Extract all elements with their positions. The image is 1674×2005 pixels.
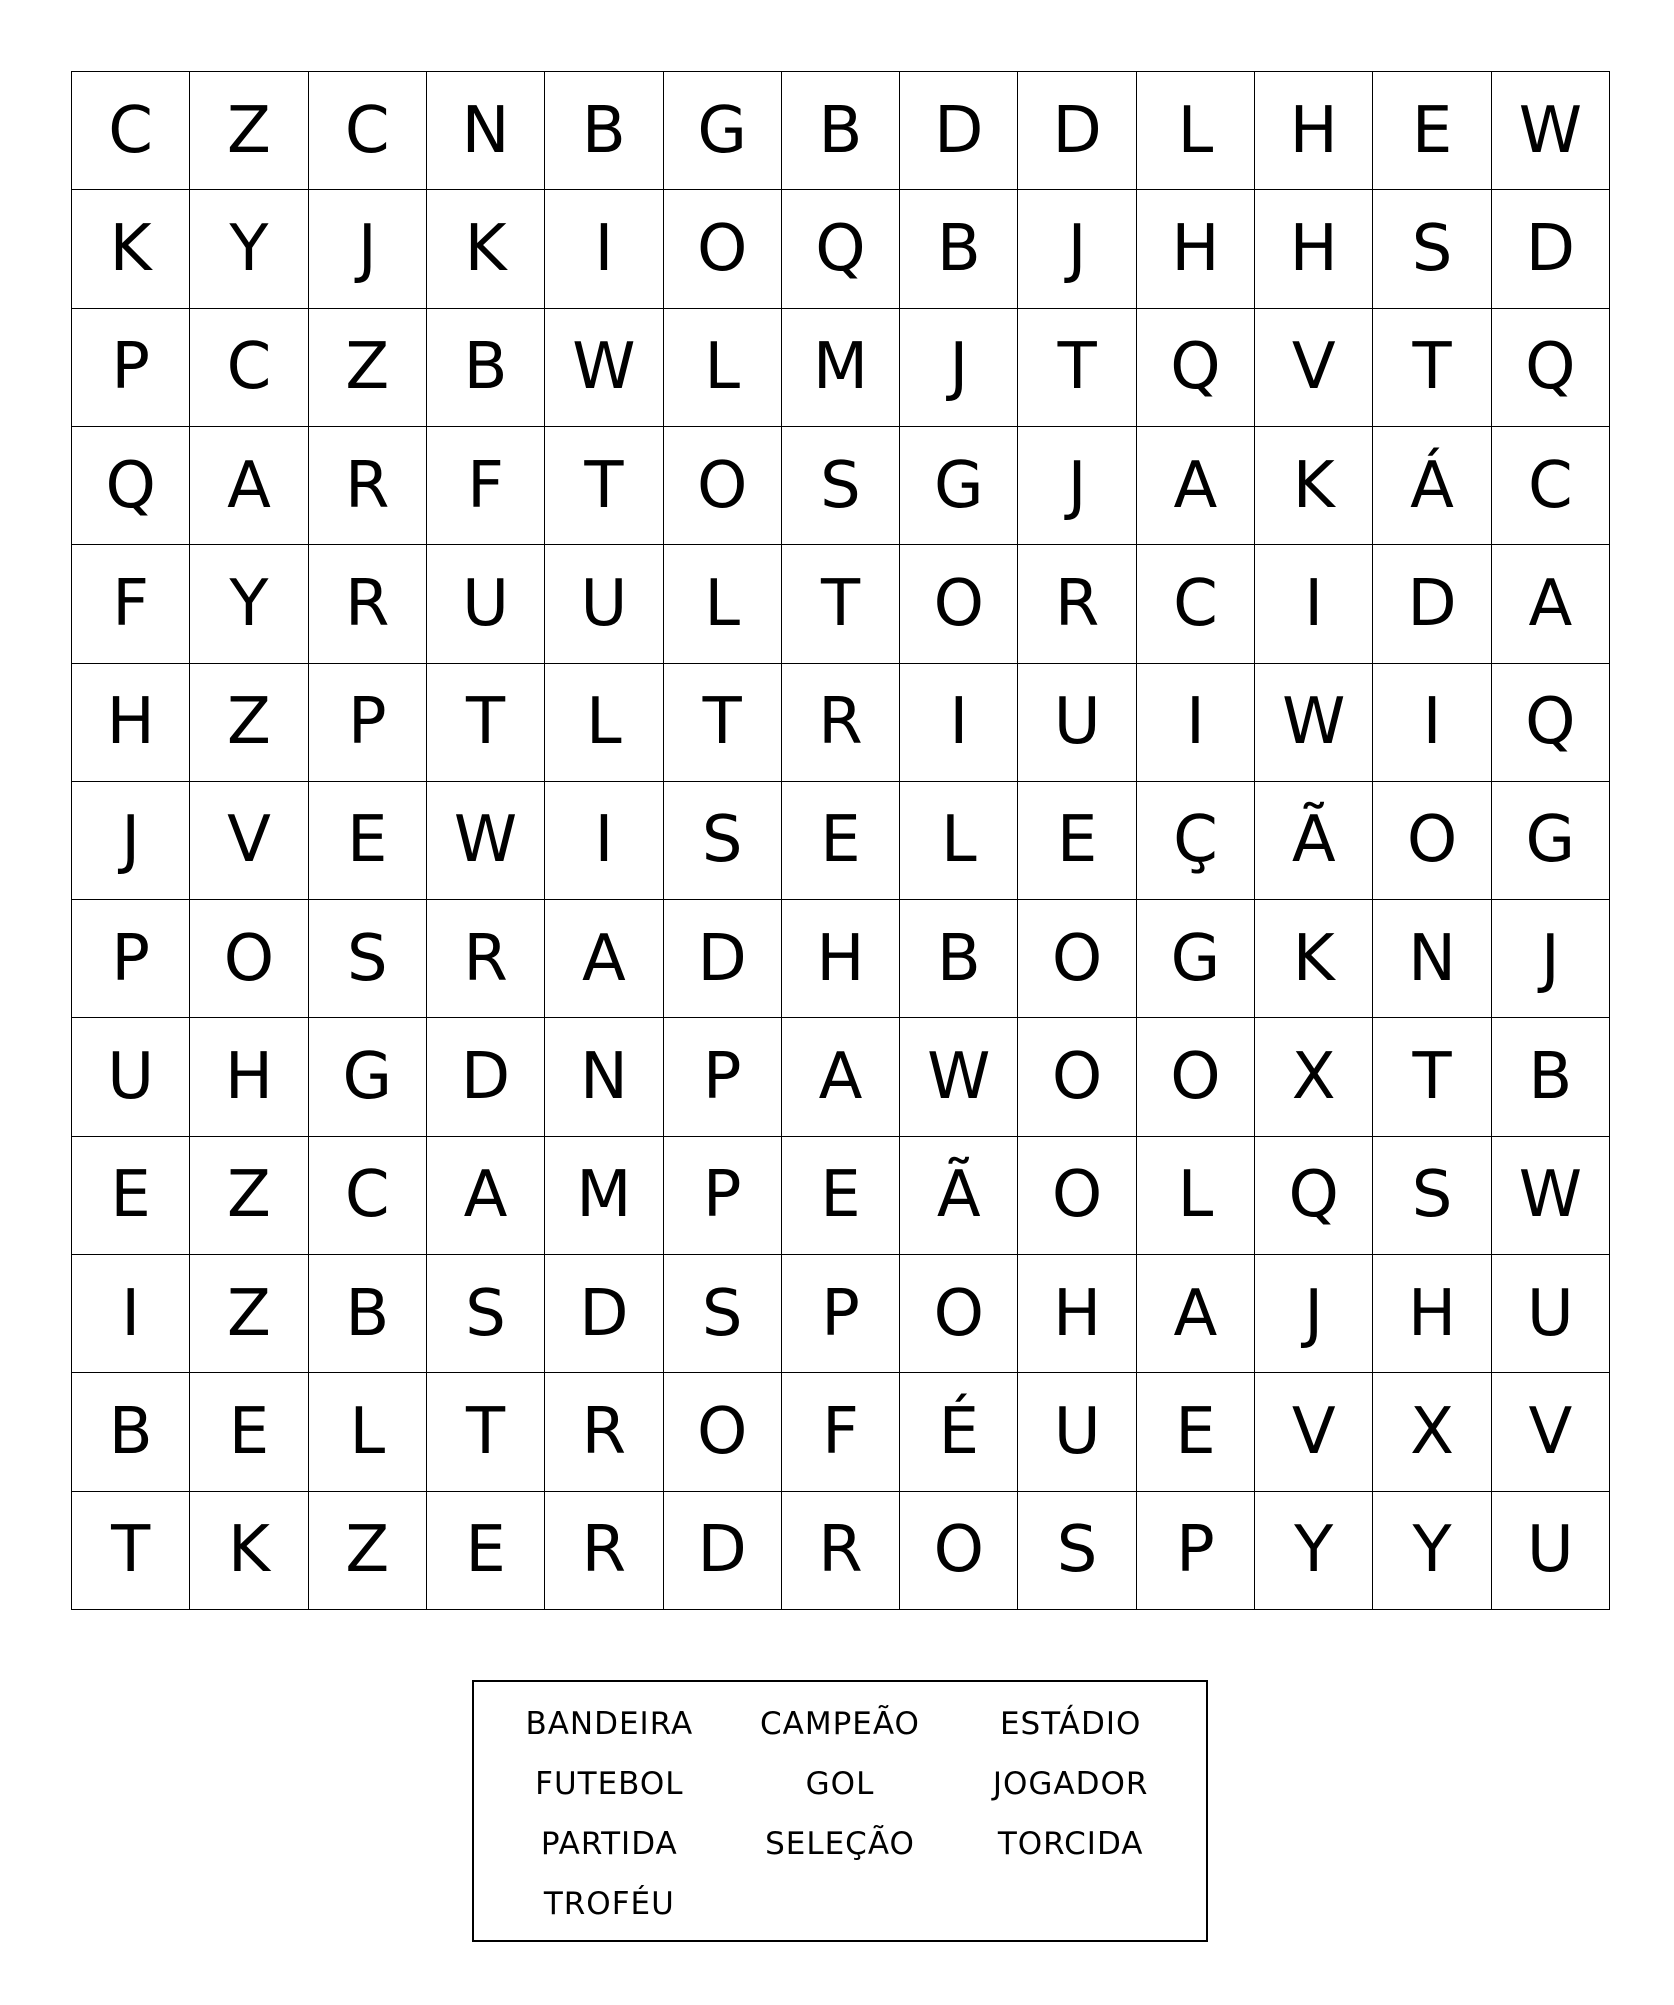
grid-cell-r1-c7[interactable]: B: [782, 72, 900, 190]
word-bank-item: TORCIDA: [997, 1826, 1144, 1862]
grid-cell-r11-c4[interactable]: S: [427, 1255, 545, 1373]
grid-cell-r1-c11[interactable]: H: [1255, 72, 1373, 190]
grid-cell-r5-c12[interactable]: D: [1373, 545, 1491, 663]
grid-cell-r11-c13[interactable]: U: [1492, 1255, 1610, 1373]
grid-cell-r7-c4[interactable]: W: [427, 782, 545, 900]
grid-cell-r10-c13[interactable]: W: [1492, 1137, 1610, 1255]
grid-cell-r1-c5[interactable]: B: [545, 72, 663, 190]
grid-cell-r7-c10[interactable]: Ç: [1137, 782, 1255, 900]
grid-cell-r6-c2[interactable]: Z: [190, 664, 308, 782]
grid-cell-r7-c5[interactable]: I: [545, 782, 663, 900]
grid-cell-r7-c6[interactable]: S: [664, 782, 782, 900]
grid-cell-r9-c6[interactable]: P: [664, 1018, 782, 1136]
grid-cell-r5-c5[interactable]: U: [545, 545, 663, 663]
grid-cell-r11-c3[interactable]: B: [309, 1255, 427, 1373]
grid-cell-r8-c7[interactable]: H: [782, 900, 900, 1018]
grid-cell-r9-c3[interactable]: G: [309, 1018, 427, 1136]
grid-cell-r10-c7[interactable]: E: [782, 1137, 900, 1255]
grid-cell-r4-c5[interactable]: T: [545, 427, 663, 545]
grid-cell-r2-c13[interactable]: D: [1492, 190, 1610, 308]
grid-cell-r8-c12[interactable]: N: [1373, 900, 1491, 1018]
grid-cell-r5-c8[interactable]: O: [900, 545, 1018, 663]
word-bank: [472, 1680, 1208, 1942]
grid-cell-r5-c4[interactable]: U: [427, 545, 545, 663]
grid-cell-r11-c12[interactable]: H: [1373, 1255, 1491, 1373]
grid-cell-r12-c5[interactable]: R: [545, 1373, 663, 1491]
grid-cell-r11-c2[interactable]: Z: [190, 1255, 308, 1373]
grid-cell-r5-c10[interactable]: C: [1137, 545, 1255, 663]
grid-cell-r3-c1[interactable]: P: [72, 309, 190, 427]
grid-cell-r6-c7[interactable]: R: [782, 664, 900, 782]
grid-cell-r10-c11[interactable]: Q: [1255, 1137, 1373, 1255]
grid-cell-r4-c9[interactable]: J: [1018, 427, 1136, 545]
grid-cell-r1-c8[interactable]: D: [900, 72, 1018, 190]
grid-cell-r13-c12[interactable]: Y: [1373, 1492, 1491, 1610]
grid-cell-r12-c12[interactable]: X: [1373, 1373, 1491, 1491]
grid-cell-r6-c12[interactable]: I: [1373, 664, 1491, 782]
word-bank-item: FUTEBOL: [535, 1766, 684, 1802]
grid-cell-r11-c5[interactable]: D: [545, 1255, 663, 1373]
word-bank-item: BANDEIRA: [525, 1706, 694, 1742]
grid-cell-r8-c6[interactable]: D: [664, 900, 782, 1018]
grid-cell-r4-c7[interactable]: S: [782, 427, 900, 545]
grid-cell-r13-c10[interactable]: P: [1137, 1492, 1255, 1610]
grid-cell-r9-c4[interactable]: D: [427, 1018, 545, 1136]
grid-cell-r13-c11[interactable]: Y: [1255, 1492, 1373, 1610]
grid-cell-r10-c10[interactable]: L: [1137, 1137, 1255, 1255]
grid-cell-r6-c8[interactable]: I: [900, 664, 1018, 782]
grid-cell-r8-c13[interactable]: J: [1492, 900, 1610, 1018]
grid-cell-r11-c7[interactable]: P: [782, 1255, 900, 1373]
grid-cell-r8-c5[interactable]: A: [545, 900, 663, 1018]
grid-cell-r12-c3[interactable]: L: [309, 1373, 427, 1491]
grid-cell-r2-c11[interactable]: H: [1255, 190, 1373, 308]
grid-cell-r7-c13[interactable]: G: [1492, 782, 1610, 900]
grid-cell-r8-c2[interactable]: O: [190, 900, 308, 1018]
grid-cell-r10-c1[interactable]: E: [72, 1137, 190, 1255]
grid-cell-r6-c3[interactable]: P: [309, 664, 427, 782]
grid-cell-r4-c6[interactable]: O: [664, 427, 782, 545]
grid-cell-r3-c11[interactable]: V: [1255, 309, 1373, 427]
grid-cell-r9-c2[interactable]: H: [190, 1018, 308, 1136]
grid-cell-r10-c9[interactable]: O: [1018, 1137, 1136, 1255]
grid-cell-r4-c12[interactable]: Á: [1373, 427, 1491, 545]
grid-cell-r5-c3[interactable]: R: [309, 545, 427, 663]
grid-cell-r13-c7[interactable]: R: [782, 1492, 900, 1610]
grid-cell-r2-c6[interactable]: O: [664, 190, 782, 308]
grid-cell-r9-c7[interactable]: A: [782, 1018, 900, 1136]
grid-cell-r13-c2[interactable]: K: [190, 1492, 308, 1610]
word-bank-item: JOGADOR: [992, 1766, 1149, 1802]
grid-cell-r3-c13[interactable]: Q: [1492, 309, 1610, 427]
grid-cell-r4-c2[interactable]: A: [190, 427, 308, 545]
grid-cell-r8-c4[interactable]: R: [427, 900, 545, 1018]
grid-cell-r12-c1[interactable]: B: [72, 1373, 190, 1491]
grid-cell-r8-c8[interactable]: B: [900, 900, 1018, 1018]
grid-cell-r1-c1[interactable]: C: [72, 72, 190, 190]
grid-cell-r13-c6[interactable]: D: [664, 1492, 782, 1610]
grid-cell-r7-c8[interactable]: L: [900, 782, 1018, 900]
grid-cell-r1-c10[interactable]: L: [1137, 72, 1255, 190]
grid-cell-r12-c6[interactable]: O: [664, 1373, 782, 1491]
grid-cell-r4-c4[interactable]: F: [427, 427, 545, 545]
grid-cell-r7-c2[interactable]: V: [190, 782, 308, 900]
grid-cell-r11-c6[interactable]: S: [664, 1255, 782, 1373]
grid-cell-r5-c1[interactable]: F: [72, 545, 190, 663]
grid-cell-r11-c8[interactable]: O: [900, 1255, 1018, 1373]
grid-cell-r4-c8[interactable]: G: [900, 427, 1018, 545]
grid-cell-r1-c2[interactable]: Z: [190, 72, 308, 190]
grid-cell-r11-c9[interactable]: H: [1018, 1255, 1136, 1373]
word-bank-item: TROFÉU: [543, 1886, 675, 1922]
grid-cell-r13-c4[interactable]: E: [427, 1492, 545, 1610]
grid-cell-r3-c10[interactable]: Q: [1137, 309, 1255, 427]
grid-cell-r6-c5[interactable]: L: [545, 664, 663, 782]
grid-cell-r2-c2[interactable]: Y: [190, 190, 308, 308]
grid-cell-r10-c4[interactable]: A: [427, 1137, 545, 1255]
grid-cell-r5-c6[interactable]: L: [664, 545, 782, 663]
grid-cell-r10-c12[interactable]: S: [1373, 1137, 1491, 1255]
grid-cell-r12-c13[interactable]: V: [1492, 1373, 1610, 1491]
grid-cell-r2-c5[interactable]: I: [545, 190, 663, 308]
grid-cell-r9-c1[interactable]: U: [72, 1018, 190, 1136]
grid-cell-r13-c8[interactable]: O: [900, 1492, 1018, 1610]
grid-cell-r10-c5[interactable]: M: [545, 1137, 663, 1255]
grid-cell-r10-c6[interactable]: P: [664, 1137, 782, 1255]
grid-cell-r2-c3[interactable]: J: [309, 190, 427, 308]
grid-cell-r11-c11[interactable]: J: [1255, 1255, 1373, 1373]
grid-cell-r3-c12[interactable]: T: [1373, 309, 1491, 427]
grid-cell-r2-c4[interactable]: K: [427, 190, 545, 308]
grid-cell-r8-c10[interactable]: G: [1137, 900, 1255, 1018]
grid-cell-r7-c3[interactable]: E: [309, 782, 427, 900]
grid-cell-r10-c2[interactable]: Z: [190, 1137, 308, 1255]
grid-cell-r1-c3[interactable]: C: [309, 72, 427, 190]
grid-cell-r10-c8[interactable]: Ã: [900, 1137, 1018, 1255]
grid-cell-r9-c5[interactable]: N: [545, 1018, 663, 1136]
grid-cell-r2-c1[interactable]: K: [72, 190, 190, 308]
grid-cell-r8-c1[interactable]: P: [72, 900, 190, 1018]
grid-cell-r5-c2[interactable]: Y: [190, 545, 308, 663]
grid-cell-r13-c13[interactable]: U: [1492, 1492, 1610, 1610]
grid-cell-r4-c13[interactable]: C: [1492, 427, 1610, 545]
grid-cell-r7-c1[interactable]: J: [72, 782, 190, 900]
grid-cell-r6-c1[interactable]: H: [72, 664, 190, 782]
grid-cell-r12-c11[interactable]: V: [1255, 1373, 1373, 1491]
grid-cell-r1-c6[interactable]: G: [664, 72, 782, 190]
grid-cell-r5-c7[interactable]: T: [782, 545, 900, 663]
grid-cell-r10-c3[interactable]: C: [309, 1137, 427, 1255]
grid-cell-r9-c13[interactable]: B: [1492, 1018, 1610, 1136]
grid-cell-r12-c7[interactable]: F: [782, 1373, 900, 1491]
grid-cell-r11-c10[interactable]: A: [1137, 1255, 1255, 1373]
word-bank-item: PARTIDA: [540, 1826, 678, 1862]
grid-cell-r12-c4[interactable]: T: [427, 1373, 545, 1491]
word-search-grid: [71, 71, 1610, 1610]
grid-cell-r9-c12[interactable]: T: [1373, 1018, 1491, 1136]
grid-cell-r11-c1[interactable]: I: [72, 1255, 190, 1373]
grid-cell-r4-c3[interactable]: R: [309, 427, 427, 545]
grid-cell-r12-c10[interactable]: E: [1137, 1373, 1255, 1491]
grid-cell-r3-c3[interactable]: Z: [309, 309, 427, 427]
grid-cell-r12-c8[interactable]: É: [900, 1373, 1018, 1491]
grid-cell-r7-c11[interactable]: Ã: [1255, 782, 1373, 900]
grid-cell-r3-c6[interactable]: L: [664, 309, 782, 427]
grid-cell-r5-c13[interactable]: A: [1492, 545, 1610, 663]
grid-cell-r4-c10[interactable]: A: [1137, 427, 1255, 545]
grid-cell-r1-c4[interactable]: N: [427, 72, 545, 190]
grid-cell-r1-c13[interactable]: W: [1492, 72, 1610, 190]
grid-cell-r2-c12[interactable]: S: [1373, 190, 1491, 308]
grid-cell-r7-c9[interactable]: E: [1018, 782, 1136, 900]
grid-cell-r9-c9[interactable]: O: [1018, 1018, 1136, 1136]
grid-cell-r1-c9[interactable]: D: [1018, 72, 1136, 190]
grid-cell-r6-c9[interactable]: U: [1018, 664, 1136, 782]
grid-cell-r1-c12[interactable]: E: [1373, 72, 1491, 190]
grid-cell-r7-c12[interactable]: O: [1373, 782, 1491, 900]
grid-cell-r4-c1[interactable]: Q: [72, 427, 190, 545]
grid-cell-r2-c7[interactable]: Q: [782, 190, 900, 308]
grid-cell-r5-c11[interactable]: I: [1255, 545, 1373, 663]
grid-cell-r8-c3[interactable]: S: [309, 900, 427, 1018]
grid-cell-r13-c3[interactable]: Z: [309, 1492, 427, 1610]
grid-cell-r13-c9[interactable]: S: [1018, 1492, 1136, 1610]
grid-cell-r12-c9[interactable]: U: [1018, 1373, 1136, 1491]
grid-cell-r3-c4[interactable]: B: [427, 309, 545, 427]
grid-cell-r6-c11[interactable]: W: [1255, 664, 1373, 782]
grid-cell-r5-c9[interactable]: R: [1018, 545, 1136, 663]
grid-cell-r3-c2[interactable]: C: [190, 309, 308, 427]
word-bank-item: ESTÁDIO: [999, 1706, 1142, 1742]
grid-cell-r3-c9[interactable]: T: [1018, 309, 1136, 427]
grid-cell-r2-c9[interactable]: J: [1018, 190, 1136, 308]
grid-cell-r4-c11[interactable]: K: [1255, 427, 1373, 545]
grid-cell-r6-c4[interactable]: T: [427, 664, 545, 782]
grid-cell-r12-c2[interactable]: E: [190, 1373, 308, 1491]
grid-cell-r6-c13[interactable]: Q: [1492, 664, 1610, 782]
grid-cell-r3-c7[interactable]: M: [782, 309, 900, 427]
word-bank-item: CAMPEÃO: [760, 1706, 920, 1742]
word-bank-item: GOL: [805, 1766, 875, 1802]
grid-cell-r6-c10[interactable]: I: [1137, 664, 1255, 782]
grid-cell-r3-c5[interactable]: W: [545, 309, 663, 427]
grid-cell-r3-c8[interactable]: J: [900, 309, 1018, 427]
grid-cell-r9-c11[interactable]: X: [1255, 1018, 1373, 1136]
grid-cell-r6-c6[interactable]: T: [664, 664, 782, 782]
grid-cell-r8-c9[interactable]: O: [1018, 900, 1136, 1018]
grid-cell-r13-c5[interactable]: R: [545, 1492, 663, 1610]
word-bank-item: SELEÇÃO: [765, 1826, 915, 1862]
grid-cell-r7-c7[interactable]: E: [782, 782, 900, 900]
grid-cell-r13-c1[interactable]: T: [72, 1492, 190, 1610]
grid-cell-r8-c11[interactable]: K: [1255, 900, 1373, 1018]
grid-cell-r9-c10[interactable]: O: [1137, 1018, 1255, 1136]
grid-cell-r2-c10[interactable]: H: [1137, 190, 1255, 308]
grid-cell-r9-c8[interactable]: W: [900, 1018, 1018, 1136]
grid-cell-r2-c8[interactable]: B: [900, 190, 1018, 308]
